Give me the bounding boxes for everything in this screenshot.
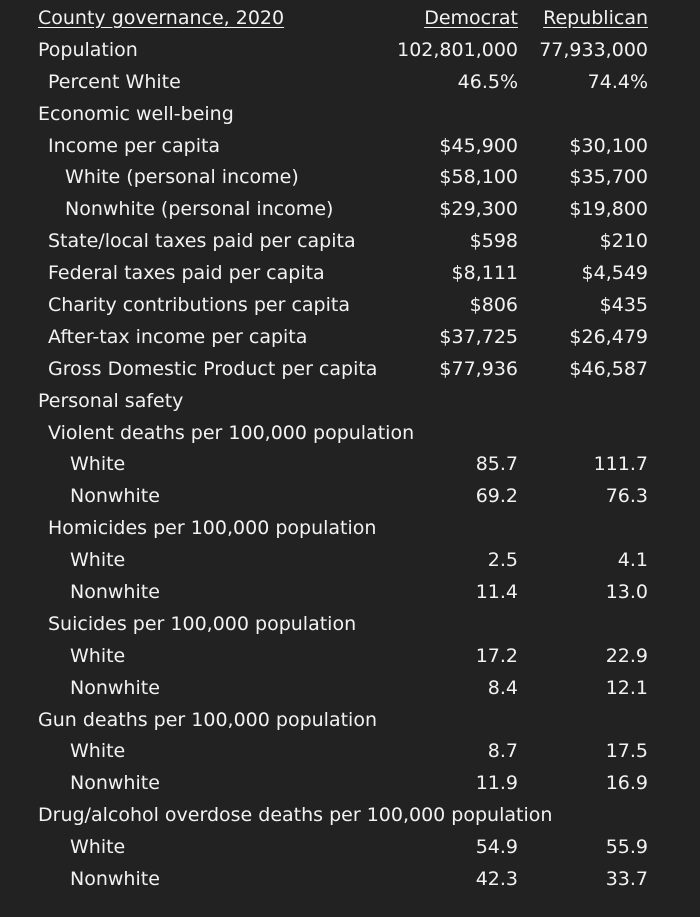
table-row bbox=[0, 705, 700, 737]
table-row bbox=[0, 322, 700, 354]
row-label: Drug/alcohol overdose deaths per 100,000 population bbox=[38, 804, 553, 827]
table-row bbox=[0, 641, 700, 673]
row-label: Nonwhite bbox=[70, 868, 160, 891]
table-row bbox=[0, 131, 700, 163]
table-row bbox=[0, 673, 700, 705]
table-row bbox=[0, 290, 700, 322]
row-label: Violent deaths per 100,000 population bbox=[48, 421, 415, 444]
democrat-value: $598 bbox=[469, 230, 518, 253]
row-label: White bbox=[70, 836, 126, 859]
row-label: Charity contributions per capita bbox=[48, 294, 350, 317]
table-row bbox=[0, 513, 700, 545]
republican-value: $26,479 bbox=[569, 325, 648, 348]
republican-value: 13.0 bbox=[605, 581, 648, 604]
table-row bbox=[0, 832, 700, 864]
democrat-value: 42.3 bbox=[475, 868, 518, 891]
row-label: Nonwhite bbox=[70, 676, 160, 699]
table-row bbox=[0, 99, 700, 131]
republican-column-header: Republican bbox=[543, 7, 648, 29]
row-label: Nonwhite bbox=[70, 485, 160, 508]
republican-value: $435 bbox=[599, 294, 648, 317]
democrat-value: 8.7 bbox=[487, 740, 518, 763]
democrat-value: 17.2 bbox=[475, 644, 518, 667]
republican-value: $210 bbox=[599, 230, 648, 253]
row-label: Percent White bbox=[48, 70, 181, 93]
table-row bbox=[0, 768, 700, 800]
republican-value: $30,100 bbox=[569, 134, 648, 157]
table-row bbox=[0, 449, 700, 481]
table-row bbox=[0, 354, 700, 386]
row-label: Economic well-being bbox=[38, 102, 234, 125]
row-label: After-tax income per capita bbox=[48, 325, 308, 348]
republican-value: 4.1 bbox=[617, 549, 648, 572]
democrat-column-header: Democrat bbox=[424, 7, 518, 29]
table-row bbox=[0, 545, 700, 577]
republican-value: 76.3 bbox=[605, 485, 648, 508]
democrat-value: 11.9 bbox=[475, 772, 518, 795]
table-row bbox=[0, 864, 700, 896]
table-row bbox=[0, 736, 700, 768]
row-label: White bbox=[70, 644, 126, 667]
republican-value: 111.7 bbox=[593, 453, 648, 476]
table-row bbox=[0, 226, 700, 258]
democrat-value: $806 bbox=[469, 294, 518, 317]
democrat-value: $37,725 bbox=[439, 325, 518, 348]
row-label: Suicides per 100,000 population bbox=[48, 612, 357, 635]
row-label: Nonwhite bbox=[70, 772, 160, 795]
republican-value: 33.7 bbox=[605, 868, 648, 891]
row-label: White bbox=[70, 549, 126, 572]
democrat-value: $77,936 bbox=[439, 357, 518, 380]
row-label: Income per capita bbox=[48, 134, 221, 157]
row-label: State/local taxes paid per capita bbox=[48, 230, 356, 253]
table-header-row bbox=[0, 3, 700, 35]
republican-value: 77,933,000 bbox=[539, 38, 648, 61]
democrat-value: 54.9 bbox=[475, 836, 518, 859]
table-row bbox=[0, 35, 700, 67]
democrat-value: 2.5 bbox=[487, 549, 518, 572]
row-label: White bbox=[70, 740, 126, 763]
republican-value: $4,549 bbox=[581, 262, 648, 285]
table-row bbox=[0, 577, 700, 609]
democrat-value: 102,801,000 bbox=[397, 38, 518, 61]
republican-value: 17.5 bbox=[605, 740, 648, 763]
republican-value: $35,700 bbox=[569, 166, 648, 189]
republican-value: $46,587 bbox=[569, 357, 648, 380]
republican-value: 12.1 bbox=[605, 676, 648, 699]
row-label: White bbox=[70, 453, 126, 476]
republican-value: 55.9 bbox=[605, 836, 648, 859]
row-label: Federal taxes paid per capita bbox=[48, 262, 325, 285]
table-row bbox=[0, 609, 700, 641]
table-row bbox=[0, 386, 700, 418]
table-title: County governance, 2020 bbox=[38, 7, 285, 29]
democrat-value: 46.5% bbox=[457, 70, 518, 93]
democrat-value: 85.7 bbox=[475, 453, 518, 476]
democrat-value: $58,100 bbox=[439, 166, 518, 189]
row-label: Personal safety bbox=[38, 389, 184, 412]
table-row bbox=[0, 67, 700, 99]
democrat-value: 69.2 bbox=[475, 485, 518, 508]
table-row bbox=[0, 162, 700, 194]
table-row bbox=[0, 258, 700, 290]
table-row bbox=[0, 481, 700, 513]
row-label: Gun deaths per 100,000 population bbox=[38, 708, 377, 731]
democrat-value: $45,900 bbox=[439, 134, 518, 157]
democrat-value: 11.4 bbox=[475, 581, 518, 604]
democrat-value: 8.4 bbox=[487, 676, 518, 699]
row-label: Nonwhite bbox=[70, 581, 160, 604]
row-label: Nonwhite (personal income) bbox=[65, 198, 334, 221]
table-row bbox=[0, 418, 700, 450]
table-row bbox=[0, 194, 700, 226]
republican-value: 22.9 bbox=[605, 644, 648, 667]
republican-value: 74.4% bbox=[587, 70, 648, 93]
republican-value: 16.9 bbox=[605, 772, 648, 795]
democrat-value: $8,111 bbox=[451, 262, 518, 285]
row-label: Population bbox=[38, 38, 138, 61]
row-label: Homicides per 100,000 population bbox=[48, 517, 377, 540]
democrat-value: $29,300 bbox=[439, 198, 518, 221]
row-label: White (personal income) bbox=[65, 166, 299, 189]
table-row bbox=[0, 800, 700, 832]
republican-value: $19,800 bbox=[569, 198, 648, 221]
row-label: Gross Domestic Product per capita bbox=[48, 357, 378, 380]
